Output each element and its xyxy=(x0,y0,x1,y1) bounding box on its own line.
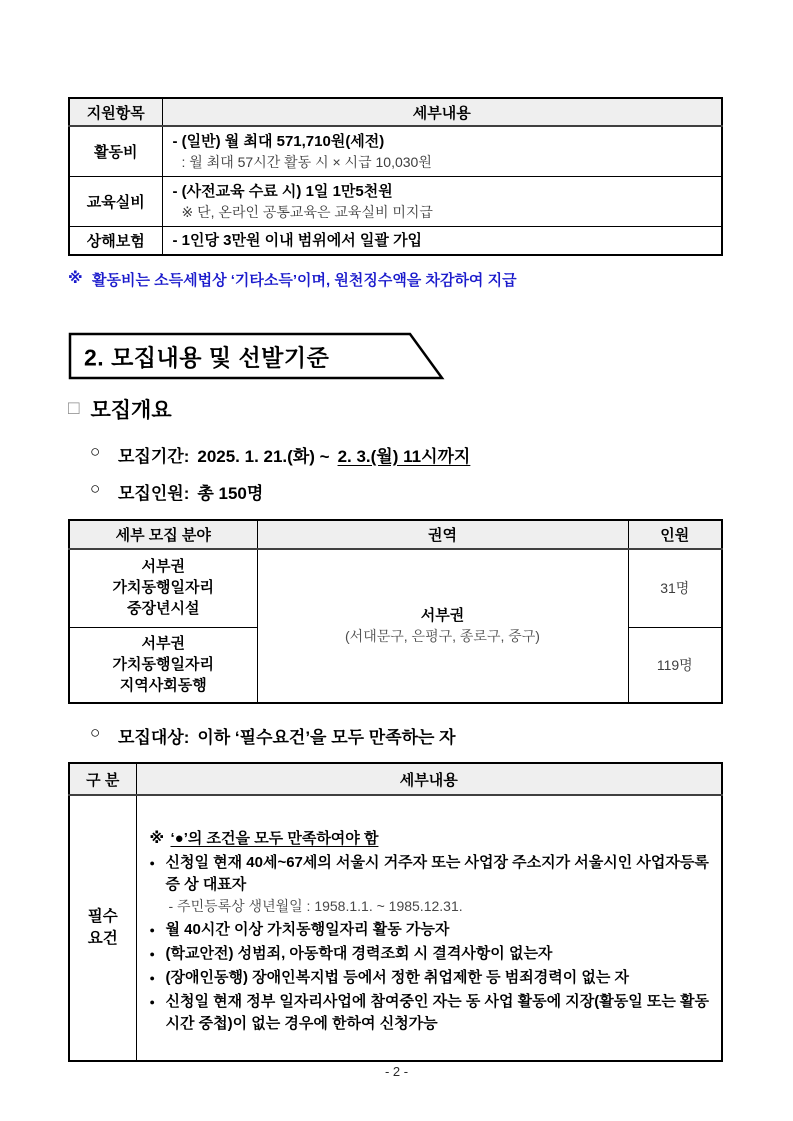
dot-bullet-icon: ● xyxy=(149,973,155,983)
circle-bullet-icon: ○ xyxy=(90,723,101,742)
tax-note xyxy=(68,269,723,290)
detail-line-sub: : 월 최대 57시간 활동 시 × 시급 10,030원 xyxy=(181,153,432,170)
support-header-detail: 세부내용 xyxy=(162,98,722,126)
table-row xyxy=(69,549,722,628)
category-line: 요건 xyxy=(87,930,118,947)
table-row xyxy=(69,226,722,255)
recruit-field-community xyxy=(69,628,257,704)
dot-bullet-icon: ● xyxy=(149,949,155,959)
recruit-headcount-label: 모집인원: xyxy=(118,483,190,503)
criteria-item xyxy=(150,991,710,1035)
category-line: 필수 xyxy=(87,908,118,925)
dot-bullet-icon: ● xyxy=(149,997,155,1007)
table-row xyxy=(69,176,722,226)
section-title: 2. 모집내용 및 선발기준 xyxy=(84,344,330,370)
criteria-item-text: 신청일 현재 40세~67세의 서울시 거주자 또는 사업장 주소지가 서울시인 사업자등록증 상 대표자 xyxy=(165,854,709,893)
circle-bullet-icon: ○ xyxy=(90,478,101,498)
criteria-item-body xyxy=(166,852,710,917)
circle-bullet-icon: ○ xyxy=(90,441,101,461)
criteria-item-text: 신청일 현재 정부 일자리사업에 참여중인 자는 동 사업 활동에 지장(활동일 또는 활동시간 중첩)이 없는 경우에 한하여 신청가능 xyxy=(165,993,710,1032)
detail-line-sub: ※ 단, 온라인 공통교육은 교육실비 미지급 xyxy=(181,203,433,220)
recruit-headcount-value: 총 150명 xyxy=(197,483,264,503)
criteria-note xyxy=(150,828,710,850)
criteria-category-cell xyxy=(69,795,136,1061)
support-detail-insurance xyxy=(162,226,722,255)
recruit-headcount-line xyxy=(90,479,723,504)
recruit-field-senior-facility xyxy=(69,549,257,628)
criteria-item xyxy=(150,852,710,917)
recruit-table xyxy=(68,519,723,705)
field-line: 지역사회동행 xyxy=(119,677,207,694)
overview-heading-text: 모집개요 xyxy=(90,398,172,422)
field-line: 중장년시설 xyxy=(127,600,200,618)
recruit-target-value: 이하 ‘필수요건’을 모두 만족하는 자 xyxy=(197,728,456,747)
support-table-header-row xyxy=(69,98,722,126)
reference-mark: ※ xyxy=(68,269,83,287)
criteria-header-category: 구 분 xyxy=(69,763,136,795)
criteria-item-text: 월 40시간 이상 가치동행일자리 활동 가능자 xyxy=(165,921,450,938)
table-row xyxy=(69,126,722,176)
criteria-table xyxy=(68,762,723,1062)
region-districts: (서대문구, 은평구, 종로구, 중구) xyxy=(345,628,540,645)
table-row xyxy=(69,795,722,1061)
recruit-header-count: 인원 xyxy=(628,520,722,549)
support-table xyxy=(68,97,723,256)
recruit-header-field: 세부 모집 분야 xyxy=(69,520,257,549)
square-bullet-icon: □ xyxy=(68,397,80,419)
support-detail-activity-fee xyxy=(162,126,722,176)
criteria-note-text: ‘●’의 조건을 모두 만족하여야 함 xyxy=(170,830,379,847)
criteria-item-text: (학교안전) 성범죄, 아동학대 경력조회 시 결격사항이 없는자 xyxy=(165,945,553,962)
region-title: 서부권 xyxy=(420,607,465,625)
dot-bullet-icon: ● xyxy=(149,858,155,868)
support-header-item: 지원항목 xyxy=(69,98,162,126)
field-line: 서부권 xyxy=(141,635,185,652)
support-detail-education-fee xyxy=(162,176,722,226)
field-line: 가치동행일자리 xyxy=(112,656,214,673)
criteria-item-subtext: - 주민등록상 생년월일 : 1958.1.1. ~ 1985.12.31. xyxy=(168,898,463,914)
detail-line-main: - (일반) 월 최대 571,710원(세전) xyxy=(172,132,385,150)
criteria-item-text: (장애인동행) 장애인복지법 등에서 정한 취업제한 등 범죄경력이 없는 자 xyxy=(165,969,630,986)
criteria-item xyxy=(150,919,710,941)
criteria-header-detail: 세부내용 xyxy=(136,763,722,795)
criteria-detail-cell xyxy=(136,795,722,1061)
field-line: 서부권 xyxy=(141,558,185,576)
support-item-insurance: 상해보험 xyxy=(69,226,162,255)
dot-bullet-icon: ● xyxy=(149,925,155,935)
reference-mark: ※ xyxy=(149,830,165,847)
recruit-target-label: 모집대상: xyxy=(118,728,190,747)
support-item-education-fee: 교육실비 xyxy=(69,176,162,226)
section-banner xyxy=(68,332,446,380)
recruit-header-region: 권역 xyxy=(257,520,628,549)
field-line: 가치동행일자리 xyxy=(112,579,214,597)
recruit-region-cell xyxy=(257,549,628,704)
support-item-activity-fee: 활동비 xyxy=(69,126,162,176)
recruit-period-deadline: 2. 3.(월) 11시까지 xyxy=(337,446,471,466)
recruit-period-label: 모집기간: xyxy=(118,446,190,466)
criteria-item xyxy=(150,943,710,965)
detail-line-main: - 1인당 3만원 이내 범위에서 일괄 가입 xyxy=(172,231,423,249)
criteria-table-header-row xyxy=(69,763,722,795)
recruit-target-line xyxy=(90,723,723,748)
recruit-count-community: 119명 xyxy=(628,628,722,704)
recruit-period-value: 2025. 1. 21.(화) ~ xyxy=(197,446,330,466)
detail-line-main: - (사전교육 수료 시) 1일 1만5천원 xyxy=(172,182,393,200)
page-number: - 2 - xyxy=(384,1064,409,1079)
overview-heading xyxy=(68,394,723,424)
recruit-period-line xyxy=(90,442,723,467)
criteria-item xyxy=(150,967,710,989)
recruit-count-senior-facility: 31명 xyxy=(628,549,722,628)
tax-note-text: 활동비는 소득세법상 ‘기타소득’이며, 원천징수액을 차감하여 지급 xyxy=(92,271,517,289)
recruit-table-header-row xyxy=(69,520,722,549)
